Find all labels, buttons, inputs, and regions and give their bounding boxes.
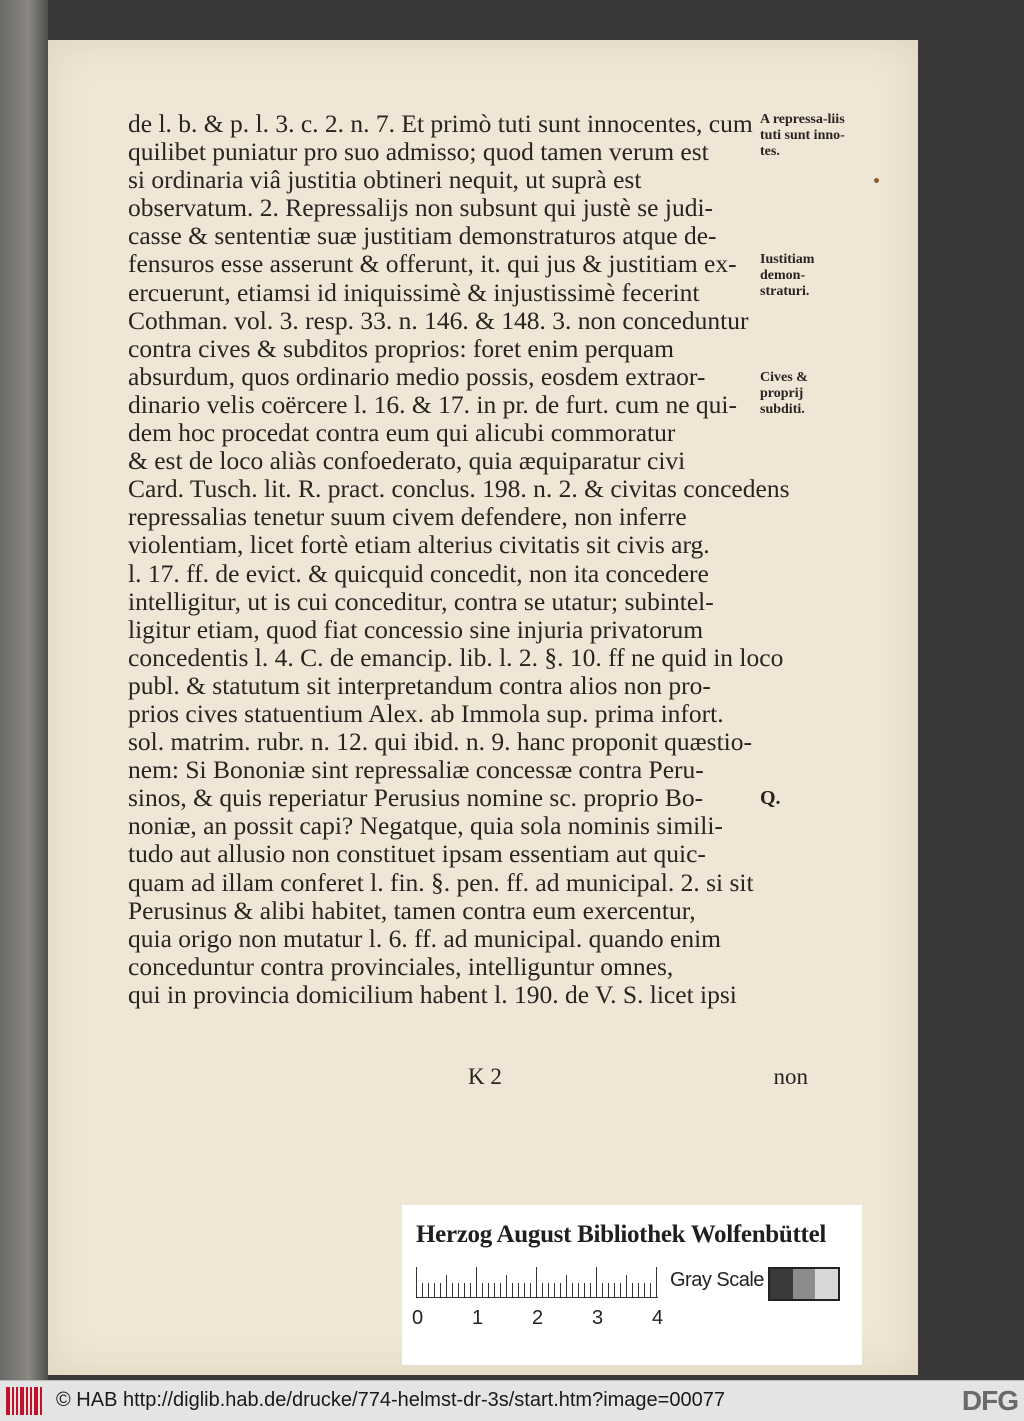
text-line: qui in provincia domicilium habent l. 190. de V. S. licet ipsi <box>128 979 737 1009</box>
ruler-tick <box>560 1283 561 1297</box>
ruler-tick <box>434 1283 435 1297</box>
text-line: dem hoc procedat contra eum qui alicubi commoratur <box>128 418 676 448</box>
ruler-tick <box>422 1283 423 1297</box>
ruler-tick <box>548 1283 549 1297</box>
text-line: nem: Si Bononiæ sint repressaliæ concessæ contra Peru- <box>128 755 704 785</box>
text-line: ercuerunt, etiamsi id iniquissimè & injustissimè fecerint <box>128 277 700 307</box>
ruler-tick <box>470 1283 471 1297</box>
ruler-tick <box>488 1283 489 1297</box>
text-line: violentiam, licet fortè etiam alterius civitatis sit civis arg. <box>128 530 710 560</box>
dfg-logo[interactable]: DFG <box>961 1385 1018 1416</box>
ruler-number: 3 <box>592 1307 604 1329</box>
ruler-tick <box>656 1267 657 1297</box>
ruler-number: 1 <box>472 1307 484 1329</box>
copyright-link[interactable]: © HAB http://diglib.hab.de/drucke/774-helmst-dr-3s/start.htm?image=00077 <box>56 1389 725 1411</box>
adjacent-page-edge <box>0 0 48 1380</box>
ruler-tick <box>650 1283 651 1297</box>
text-line: quia origo non mutatur l. 6. ff. ad municipal. quando enim <box>128 923 721 953</box>
ruler-tick <box>584 1283 585 1297</box>
text-line: absurdum, quos ordinario medio possis, eosdem extraor- <box>128 361 706 391</box>
text-line: contra cives & subditos proprios: foret enim perquam <box>128 333 674 363</box>
ruler-tick <box>476 1267 477 1297</box>
ruler-tick <box>440 1283 441 1297</box>
text-line: concedentis l. 4. C. de emancip. lib. l. 2. §. 10. ff ne quid in loco <box>128 642 784 672</box>
ruler-tick <box>620 1283 621 1297</box>
ruler-tick <box>512 1283 513 1297</box>
ruler-tick <box>416 1267 417 1297</box>
ruler-tick <box>518 1283 519 1297</box>
text-line: & est de loco aliàs confoederato, quia æquiparatur civi <box>128 446 686 476</box>
text-line: tudo aut allusio non constituet ipsam essentiam aut quic- <box>128 839 706 869</box>
hab-logo-icon[interactable] <box>6 1387 46 1415</box>
ruler-tick <box>566 1275 567 1297</box>
ruler-tick <box>554 1283 555 1297</box>
text-line: Card. Tusch. lit. R. pract. conclus. 198. n. 2. & civitas concedens <box>128 474 790 504</box>
ruler-tick <box>644 1283 645 1297</box>
ruler-tick <box>506 1275 507 1297</box>
text-line: dinario velis coërcere l. 16. & 17. in pr. de furt. cum ne qui- <box>128 389 737 419</box>
ruler-number: 4 <box>652 1307 664 1329</box>
ruler-tick <box>464 1283 465 1297</box>
text-line: casse & sententiæ suæ justitiam demonstraturos atque de- <box>128 221 717 251</box>
page-footer <box>128 1064 808 1094</box>
text-line: intelligitur, ut is cui conceditur, contra se utatur; subintel- <box>128 586 714 616</box>
ruler-tick <box>446 1275 447 1297</box>
ruler-tick <box>572 1283 573 1297</box>
main-text <box>128 110 808 1009</box>
gray-patch-light <box>815 1269 838 1299</box>
ruler-number: 2 <box>532 1307 544 1329</box>
text-line: publ. & statutum sit interpretandum contra alios non pro- <box>128 670 711 700</box>
text-line: noniæ, an possit capi? Negatque, quia sola nominis simili- <box>128 811 723 841</box>
gray-scale-label: Gray Scale <box>670 1269 764 1291</box>
text-line: observatum. 2. Repressalijs non subsunt qui justè se judi- <box>128 193 714 223</box>
text-line: conceduntur contra provinciales, intelliguntur omnes, <box>128 951 674 981</box>
ruler-tick <box>590 1283 591 1297</box>
ruler-tick <box>536 1267 537 1297</box>
ruler-tick <box>452 1283 453 1297</box>
text-line: Perusinus & alibi habitet, tamen contra eum exercentur, <box>128 895 696 925</box>
ruler-tick <box>500 1283 501 1297</box>
signature-mark: K 2 <box>468 1064 502 1089</box>
catchword: non <box>773 1064 808 1089</box>
ruler-tick <box>428 1283 429 1297</box>
text-line: sinos, & quis reperiatur Perusius nomine sc. proprio Bo- <box>128 783 704 813</box>
text-line: l. 17. ff. de evict. & quicquid concedit, non ita concedere <box>128 558 709 588</box>
ruler-tick <box>596 1267 597 1297</box>
ruler-tick <box>614 1283 615 1297</box>
margin-note-repressaliis: A repressa-liis tuti sunt inno-tes. <box>760 112 845 159</box>
text-line: Cothman. vol. 3. resp. 33. n. 146. & 148. 3. non conceduntur <box>128 305 749 335</box>
ruler-number: 0 <box>412 1307 424 1329</box>
ruler-tick <box>626 1275 627 1297</box>
ruler-tick <box>542 1283 543 1297</box>
ruler-tick <box>602 1283 603 1297</box>
ruler-tick <box>638 1283 639 1297</box>
ruler-tick <box>530 1283 531 1297</box>
text-line: fensuros esse asserunt & offerunt, it. qui jus & justitiam ex- <box>128 249 737 279</box>
text-line: sol. matrim. rubr. n. 12. qui ibid. n. 9. hanc proponit quæstio- <box>128 727 753 757</box>
text-line: si ordinaria viâ justitia obtineri nequit, ut suprà est <box>128 165 642 195</box>
gray-scale-swatch <box>768 1267 840 1301</box>
ruler-tick <box>524 1283 525 1297</box>
book-page <box>48 40 918 1375</box>
margin-note-quaestio: Q. <box>760 787 781 809</box>
ruler-tick <box>458 1283 459 1297</box>
ink-speck <box>874 178 879 183</box>
library-name: Herzog August Bibliothek Wolfenbüttel <box>416 1221 827 1248</box>
gray-patch-dark <box>770 1269 793 1299</box>
ruler-tick <box>608 1283 609 1297</box>
text-line: repressalias tenetur suum civem defendere, non inferre <box>128 502 687 532</box>
text-line: ligitur etiam, quod fiat concessio sine injuria privatorum <box>128 614 704 644</box>
text-line: quam ad illam conferet l. fin. §. pen. ff. ad municipal. 2. si sit <box>128 867 754 897</box>
margin-note-justitiam: Iustitiam demon-straturi. <box>760 252 815 299</box>
margin-note-cives: Cives & proprij subditi. <box>760 370 808 417</box>
ruler-tick <box>482 1283 483 1297</box>
text-line: prios cives statuentium Alex. ab Immola sup. prima infort. <box>128 698 724 728</box>
viewer-footer-bar <box>0 1380 1024 1421</box>
text-line: de l. b. & p. l. 3. c. 2. n. 7. Et primò tuti sunt innocentes, cum <box>128 109 753 138</box>
ruler-tick <box>494 1283 495 1297</box>
library-color-card <box>402 1205 862 1365</box>
ruler-tick <box>632 1283 633 1297</box>
gray-patch-mid <box>793 1269 816 1299</box>
text-line: quilibet puniatur pro suo admisso; quod tamen verum est <box>128 137 709 167</box>
ruler-tick <box>578 1283 579 1297</box>
scale-ruler <box>416 1263 658 1298</box>
